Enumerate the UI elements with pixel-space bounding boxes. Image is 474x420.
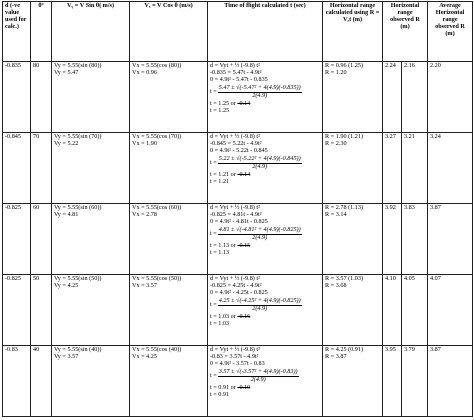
- range-calculated-cell: [323, 204, 383, 275]
- time-eq-1: d = Vyt + ½ (-9.8) t²: [210, 204, 260, 211]
- time-eq-2: -0.83 = 3.57t - 4.9t²: [210, 352, 259, 360]
- time-cell: [208, 133, 323, 204]
- range-observed-2: 3.21: [402, 133, 428, 204]
- vy-line-1: Vy = 5.55(sin (70)): [54, 133, 102, 140]
- vy-cell: [52, 346, 130, 417]
- vx-line-1: Vx = 5.55(cos (70)): [132, 133, 182, 140]
- range-average-cell: 3.87: [428, 204, 473, 275]
- formula-denominator: 2(4.9): [252, 304, 268, 312]
- time-final: t = 1.13: [210, 248, 230, 256]
- time-result-text: t = 1.13 or: [210, 241, 236, 249]
- vy-line-2: Vy = 4.81: [54, 210, 79, 218]
- time-eq-2: -0.825 = 4.25t - 4.9t²: [210, 281, 262, 289]
- range-calc-line-2: R = 3.87: [325, 352, 347, 360]
- vy-cell: [52, 204, 130, 275]
- d-cell: -0.825: [3, 204, 31, 275]
- vx-cell: [130, 204, 208, 275]
- range-calc-line-1: R = 3.57 (1.03): [325, 275, 364, 282]
- vx-line-2: Vx = 1.90: [132, 139, 157, 147]
- vx-line-2: Vx = 3.57: [132, 281, 157, 289]
- rejected-root: -0.14: [237, 170, 251, 178]
- range-average-cell: 3.24: [428, 133, 473, 204]
- vy-line-2: Vy = 4.25: [54, 281, 79, 289]
- time-result-text: t = 1.25 or: [210, 99, 236, 107]
- quadratic-formula: [210, 227, 320, 242]
- formula-lhs: t =: [210, 158, 217, 166]
- formula-lhs: t =: [210, 371, 217, 379]
- formula-numerator: 4.81 ± √(-4.81² + 4(4.9)(-0.825)): [218, 225, 301, 233]
- formula-lhs: t =: [210, 229, 217, 237]
- range-observed-1: 3.95: [383, 346, 402, 417]
- vy-line-1: Vy = 5.55(sin (50)): [54, 275, 102, 282]
- time-eq-3: 0 = 4.9t² - 5.47t - 0.835: [210, 75, 268, 83]
- time-eq-3: 0 = 4.9t² - 4.81t - 0.825: [210, 217, 268, 225]
- vy-cell: [52, 62, 130, 133]
- vy-line-1: Vy = 5.55(sin (60)): [54, 204, 102, 211]
- vx-line-2: Vx = 2.78: [132, 210, 157, 218]
- time-cell: [208, 346, 323, 417]
- time-eq-1: d = Vyt + ½ (-9.8) t²: [210, 133, 260, 140]
- vy-line-2: Vy = 5.47: [54, 68, 79, 76]
- header-row: [3, 2, 473, 62]
- header-vx: Vₓ = V Cos θ (m/s): [130, 2, 208, 62]
- range-observed-1: 3.92: [383, 204, 402, 275]
- header-d: d (-ve value used for calc.): [3, 2, 31, 62]
- header-time: Time of flight calculated t (sec): [208, 2, 323, 62]
- formula-numerator: 5.22 ± √(-5.22² + 4(4.9)(-0.845)): [218, 154, 301, 162]
- vx-line-1: Vx = 5.55(cos (80)): [132, 62, 182, 69]
- time-result-text: t = 1.21 or: [210, 170, 236, 178]
- rejected-root: -0.15: [237, 241, 251, 249]
- formula-lhs: t =: [210, 300, 217, 308]
- vx-cell: [130, 133, 208, 204]
- table-row: [3, 204, 473, 275]
- time-cell: [208, 275, 323, 346]
- vx-cell: [130, 275, 208, 346]
- rejected-root: -0.14: [237, 99, 251, 107]
- table-row: [3, 62, 473, 133]
- time-final: t = 1.21: [210, 177, 230, 185]
- vy-line-2: Vy = 5.22: [54, 139, 79, 147]
- time-final: t = 1.03: [210, 319, 230, 327]
- time-cell: [208, 62, 323, 133]
- table-row: [3, 133, 473, 204]
- vy-line-1: Vy = 5.55(sin (80)): [54, 62, 102, 69]
- d-cell: -0.835: [3, 62, 31, 133]
- range-calc-line-2: R = 3.14: [325, 210, 347, 218]
- range-observed-2: 2.16: [402, 62, 428, 133]
- vx-line-1: Vx = 5.55(cos (50)): [132, 275, 182, 282]
- rejected-root: -0.19: [237, 383, 251, 391]
- formula-numerator: 3.57 ± √(-3.57² + 4(4.9)(-0.83)): [218, 367, 298, 375]
- vy-line-1: Vy = 5.55(sin (40)): [54, 346, 102, 353]
- header-range-average: Average Horizontal range observed R (m): [428, 2, 473, 62]
- theta-cell: 70: [31, 133, 52, 204]
- d-cell: -0.825: [3, 275, 31, 346]
- time-eq-2: -0.825 = 4.81t - 4.9t²: [210, 210, 262, 218]
- formula-lhs: t =: [210, 87, 217, 95]
- range-calculated-cell: [323, 275, 383, 346]
- range-observed-2: 3.79: [402, 346, 428, 417]
- vx-line-1: Vx = 5.55(cos (40)): [132, 346, 182, 353]
- range-observed-1: 3.27: [383, 133, 402, 204]
- time-eq-2: -0.835 = 5.47t - 4.9t²: [210, 68, 262, 76]
- formula-numerator: 5.47 ± √(-5.47² + 4(4.9)(-0.835)): [218, 83, 301, 91]
- vx-cell: [130, 62, 208, 133]
- formula-denominator: 2(4.9): [252, 91, 268, 99]
- range-calc-line-2: R = 3.68: [325, 281, 347, 289]
- range-calc-line-2: R = 1.20: [325, 68, 347, 76]
- time-eq-3: 0 = 4.9t² - 4.25t - 0.825: [210, 288, 268, 296]
- header-theta: θº: [31, 2, 52, 62]
- header-range-calculated: Horizontal range calculated using R = Vₓt (m): [323, 2, 383, 62]
- range-observed-1: 4.10: [383, 275, 402, 346]
- range-calc-line-1: R = 2.78 (1.13): [325, 204, 364, 211]
- time-result-text: t = 0.91 or: [210, 383, 236, 391]
- vx-cell: [130, 346, 208, 417]
- time-eq-2: -0.845 = 5.22t - 4.9t²: [210, 139, 262, 147]
- range-calc-line-1: R = 0.96 (1.25): [325, 62, 364, 69]
- range-calculated-cell: [323, 62, 383, 133]
- rejected-root: -0.16: [237, 312, 251, 320]
- quadratic-formula: [210, 369, 320, 384]
- vy-line-2: Vy = 3.57: [54, 352, 79, 360]
- quadratic-formula: [210, 85, 320, 100]
- formula-numerator: 4.25 ± √(-4.25² + 4(4.9)(-0.825)): [218, 296, 301, 304]
- time-result-text: t = 1.03 or: [210, 312, 236, 320]
- range-calculated-cell: [323, 133, 383, 204]
- time-final: t = 0.91: [210, 390, 230, 398]
- range-observed-1: 2.24: [383, 62, 402, 133]
- time-eq-3: 0 = 4.9t² - 3.57t - 0.83: [210, 359, 265, 367]
- time-eq-1: d = Vyt + ½ (-9.8) t²: [210, 275, 260, 282]
- range-average-cell: 3.87: [428, 346, 473, 417]
- theta-cell: 60: [31, 204, 52, 275]
- time-eq-1: d = Vyt + ½ (-9.8) t²: [210, 346, 260, 353]
- quadratic-formula: [210, 298, 320, 313]
- vy-cell: [52, 133, 130, 204]
- quadratic-formula: [210, 156, 320, 171]
- range-observed-2: 3.83: [402, 204, 428, 275]
- vx-line-2: Vx = 0.96: [132, 68, 157, 76]
- range-calc-line-1: R = 1.90 (1.21): [325, 133, 364, 140]
- data-table: [2, 1, 473, 417]
- header-vy: Vᵧ = V Sin θ( m/s): [52, 2, 130, 62]
- formula-denominator: 2(4.9): [250, 375, 266, 383]
- time-eq-3: 0 = 4.9t² - 5.22t - 0.845: [210, 146, 268, 154]
- table-row: [3, 346, 473, 417]
- d-cell: -0.845: [3, 133, 31, 204]
- vx-line-1: Vx = 5.55(cos (60)): [132, 204, 182, 211]
- header-range-observed: Horizontal range observed R (m): [383, 2, 428, 62]
- vy-cell: [52, 275, 130, 346]
- theta-cell: 40: [31, 346, 52, 417]
- range-calculated-cell: [323, 346, 383, 417]
- table-row: [3, 275, 473, 346]
- theta-cell: 80: [31, 62, 52, 133]
- range-calc-line-1: R = 4.25 (0.91): [325, 346, 364, 353]
- formula-denominator: 2(4.9): [252, 233, 268, 241]
- range-average-cell: 4.07: [428, 275, 473, 346]
- formula-denominator: 2(4.9): [252, 162, 268, 170]
- time-final: t = 1.25: [210, 106, 230, 114]
- d-cell: -0.83: [3, 346, 31, 417]
- time-eq-1: d = Vyt + ½ (-9.8) t²: [210, 62, 260, 69]
- range-calc-line-2: R = 2.30: [325, 139, 347, 147]
- range-observed-2: 4.05: [402, 275, 428, 346]
- theta-cell: 50: [31, 275, 52, 346]
- vx-line-2: Vx = 4.25: [132, 352, 157, 360]
- range-average-cell: 2.20: [428, 62, 473, 133]
- time-cell: [208, 204, 323, 275]
